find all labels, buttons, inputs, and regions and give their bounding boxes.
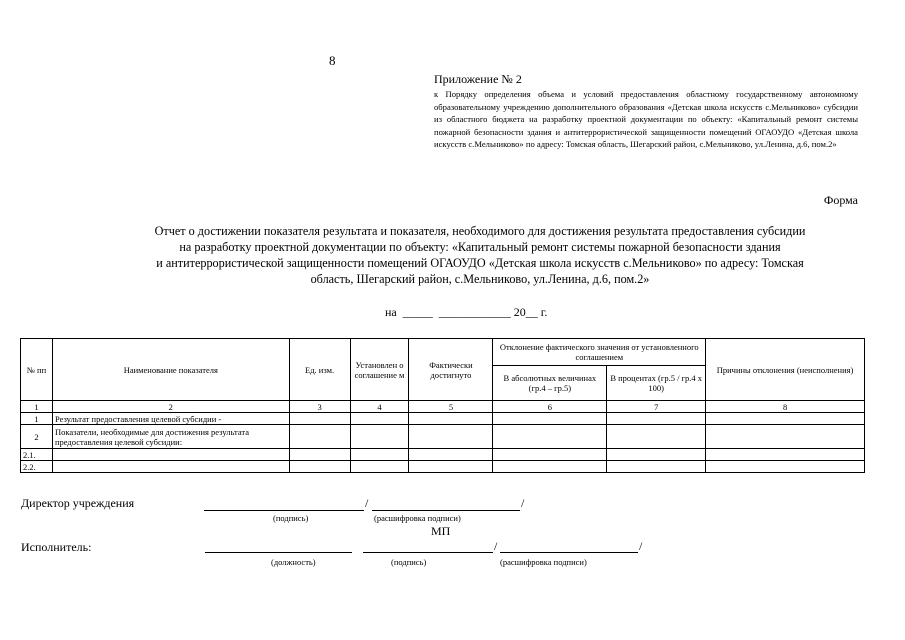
row-name <box>52 461 289 473</box>
slash-divider: / <box>639 539 643 553</box>
director-caption-decode: (расшифровка подписи) <box>374 513 461 523</box>
cell <box>706 449 865 461</box>
row-name: Результат предоставления целевой субсидии - <box>52 413 289 425</box>
cell <box>409 425 493 449</box>
cell <box>289 449 350 461</box>
row-name: Показатели, необходимые для достижения результата предоставления целевой субсидии: <box>52 425 289 449</box>
header-set: Установлен о соглашение м <box>350 339 409 401</box>
director-label: Директор учреждения <box>21 496 135 510</box>
cell <box>493 413 607 425</box>
row-name <box>52 449 289 461</box>
header-name: Наименование показателя <box>52 339 289 401</box>
report-title-line: область, Шегарский район, с.Мельниково, ул.Ленина, д.6, пом.2» <box>310 272 650 286</box>
header-deviation: Отклонение фактического значения от установленного соглашением <box>493 339 706 366</box>
report-title-line: Отчет о достижении показателя результата и показателя, необходимого для достижения результата предоставления субсидии <box>154 224 806 238</box>
table-row <box>21 413 865 425</box>
row-num: 2.2. <box>21 461 53 473</box>
executor-position-line <box>205 552 352 553</box>
row-num: 2 <box>21 425 53 449</box>
slash-divider: / <box>365 496 369 510</box>
page-number: 8 <box>329 53 336 68</box>
slash-divider: / <box>521 496 525 510</box>
column-number-row <box>21 401 865 413</box>
column-number: 8 <box>706 401 865 413</box>
stamp-label: МП <box>431 524 451 538</box>
executor-sign-line <box>363 552 493 553</box>
column-number: 5 <box>409 401 493 413</box>
director-caption-sign: (подпись) <box>273 513 309 523</box>
cell <box>706 461 865 473</box>
column-number: 6 <box>493 401 607 413</box>
cell <box>493 449 607 461</box>
report-date-line: на _____ ____________ 20__ г. <box>385 305 548 319</box>
report-table <box>20 338 865 473</box>
cell <box>350 413 409 425</box>
executor-caption-sign: (подпись) <box>391 557 427 567</box>
cell <box>409 461 493 473</box>
executor-caption-decode: (расшифровка подписи) <box>500 557 587 567</box>
cell <box>493 425 607 449</box>
column-number: 2 <box>52 401 289 413</box>
cell <box>706 425 865 449</box>
cell <box>289 461 350 473</box>
table-row <box>21 449 865 461</box>
cell <box>409 449 493 461</box>
column-number: 1 <box>21 401 53 413</box>
report-title-line: и антитеррористической защищенности помещений ОГАОУДО «Детская школа искусств с.Мельниково» по адресу: Томская <box>156 256 804 270</box>
appendix-block <box>434 72 858 151</box>
cell <box>350 425 409 449</box>
cell <box>607 413 706 425</box>
cell <box>409 413 493 425</box>
director-sign-line <box>204 510 364 511</box>
director-decode-line <box>372 510 520 511</box>
report-title-line: на разработку проектной документации по объекту: «Капитальный ремонт системы пожарной безопасности здания <box>179 240 781 254</box>
cell <box>706 413 865 425</box>
appendix-body: к Порядку определения объема и условий предоставления областному государственному автономному образовательному учреждению дополнительного образования «Детская школа искусств с.Мельниково» субсидии из областного бюджета на разработку проектной документации по объекту: «Капитальный ремонт системы пожарной безопасности здания и антитеррористической защищенности помещений ОГАОУДО «Детская школа искусств с.Мельниково» по адресу: Томская область, Шегарский район, с.Мельниково, ул.Ленина, д.6, пом.2» <box>434 89 858 149</box>
table-row <box>21 461 865 473</box>
report-title <box>95 223 865 287</box>
executor-caption-position: (должность) <box>271 557 316 567</box>
header-reasons: Причины отклонения (неисполнения) <box>706 339 865 401</box>
row-num: 1 <box>21 413 53 425</box>
slash-divider: / <box>494 539 498 553</box>
header-unit: Ед. изм. <box>289 339 350 401</box>
row-num: 2.1. <box>21 449 53 461</box>
appendix-title: Приложение № 2 <box>434 72 522 86</box>
column-number: 3 <box>289 401 350 413</box>
column-number: 4 <box>350 401 409 413</box>
cell <box>350 461 409 473</box>
executor-decode-line <box>500 552 638 553</box>
cell <box>607 425 706 449</box>
table-row <box>21 425 865 449</box>
column-number: 7 <box>607 401 706 413</box>
forma-label: Форма <box>823 193 858 207</box>
executor-label: Исполнитель: <box>21 540 92 554</box>
header-dev-abs: В абсолютных величинах (гр.4 – гр.5) <box>493 366 607 401</box>
header-dev-pct: В процентах (гр.5 / гр.4 х 100) <box>607 366 706 401</box>
cell <box>607 461 706 473</box>
cell <box>493 461 607 473</box>
header-actual: Фактически достигнуто <box>409 339 493 401</box>
cell <box>289 413 350 425</box>
header-num: № пп <box>21 339 53 401</box>
cell <box>350 449 409 461</box>
cell <box>289 425 350 449</box>
cell <box>607 449 706 461</box>
